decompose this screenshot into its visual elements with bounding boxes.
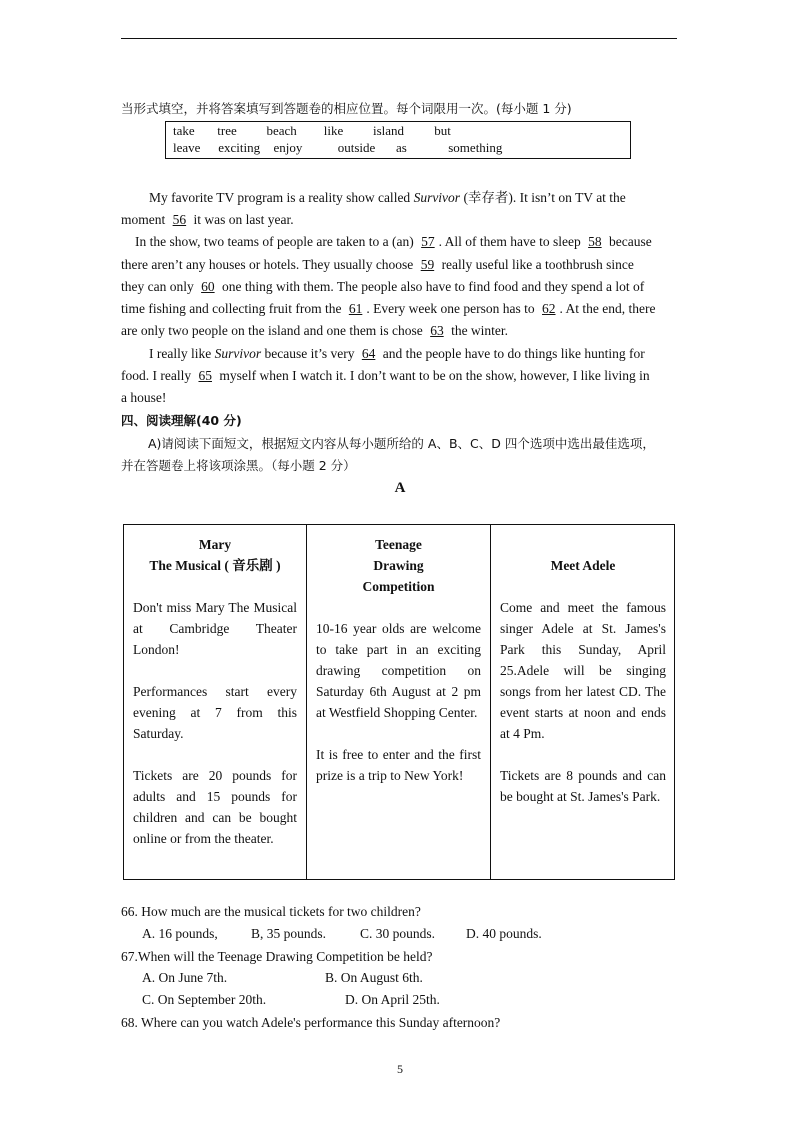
blank-65: 65 — [198, 368, 212, 383]
word-bank-item: leave — [173, 140, 201, 155]
ad-heading: Mary The Musical ( 音乐剧 ) — [149, 537, 281, 573]
word-bank-item: outside — [337, 140, 376, 155]
section-4-title: 四、阅读理解(40 分) — [121, 413, 242, 428]
word-bank-row-1 — [173, 123, 451, 139]
question-67: 67.When will the Teenage Drawing Competition be held? — [121, 949, 433, 964]
q66-option-b: B, 35 pounds. — [251, 926, 327, 941]
word-bank-item: beach — [266, 123, 297, 138]
blank-64: 64 — [361, 346, 376, 361]
word-bank-item: island — [373, 123, 405, 138]
cloze-paragraph-2-line-1: In the show, two teams of people are taken to a (an) 57 . All of them have to sleep 58 because — [135, 234, 652, 249]
word-bank-item: as — [396, 140, 407, 155]
word-bank-item: like — [323, 123, 344, 138]
q67-option-d: D. On April 25th. — [345, 992, 440, 1007]
ad-column-meet-adele — [491, 525, 675, 879]
page-number: 5 — [397, 1062, 403, 1076]
ad-heading: Meet Adele — [550, 558, 616, 573]
blank-63: 63 — [430, 323, 444, 338]
passage-label: A — [394, 480, 406, 496]
blank-56: 56 — [172, 212, 187, 227]
blank-59: 59 — [420, 257, 435, 272]
cloze-paragraph-2-line-3: they can only 60 one thing with them. The people also have to find food and they spend a lot of — [121, 279, 645, 294]
word-bank-item: but — [434, 123, 451, 138]
ads-table — [123, 524, 675, 880]
blank-57: 57 — [421, 234, 435, 249]
header-rule — [121, 38, 677, 39]
section-4-instruction-1: A)请阅读下面短文，根据短文内容从每小题所给的 A、B、C、D 四个选项中选出最佳选项， — [148, 436, 655, 451]
word-bank-item: exciting — [218, 140, 261, 155]
q67-option-a: A. On June 7th. — [142, 970, 228, 985]
ad-body: 10-16 year olds are welcome to take part in an exciting drawing competition on Saturday 6th August at 2 pm at Westfield Shopping Center. It is free to enter and the first prize is a trip to New York! — [316, 621, 481, 783]
ad-column-drawing-competition — [307, 525, 491, 879]
word-bank-box — [165, 121, 631, 159]
q67-option-b: B. On August 6th. — [325, 970, 423, 985]
ad-body: Come and meet the famous singer Adele at St. James's Park this Sunday, April 25.Adele will be singing songs from her latest CD. The event starts at noon and ends at 4 Pm. Tickets are 8 pounds and can be bought at St. James's Park. — [500, 600, 666, 804]
ad-body: Don't miss Mary The Musical at Cambridge Theater London! Performances start every evening at 7 from this Saturday. Tickets are 20 pounds for adults and 15 pounds for children and can be bought online or from the theater. — [133, 600, 297, 846]
cloze-paragraph-1-line-2: moment 56 it was on last year. — [121, 212, 294, 227]
cloze-paragraph-1-line-1: My favorite TV program is a reality show called Survivor (幸存者). It isn’t on TV at the — [149, 190, 626, 205]
cloze-paragraph-2-line-5: are only two people on the island and one them is chose 63 the winter. — [121, 323, 509, 338]
ad-heading: Teenage Drawing Competition — [362, 537, 435, 594]
word-bank-item: enjoy — [273, 140, 303, 155]
q66-option-a: A. 16 pounds, — [142, 926, 218, 941]
cloze-instruction: 当形式填空，并将答案填写到答题卷的相应位置。每个词限用一次。(每小题 1 分) — [121, 101, 572, 116]
cloze-paragraph-3-line-2: food. I really 65 myself when I watch it. I don’t want to be on the show, however, I like living in — [121, 368, 650, 383]
cloze-paragraph-3-line-1: I really like Survivor because it’s very 64 and the people have to do things like hunting for — [149, 346, 645, 361]
blank-61: 61 — [348, 301, 363, 316]
word-bank-item: take — [173, 123, 195, 138]
q66-option-c: C. 30 pounds. — [360, 926, 436, 941]
cloze-paragraph-2-line-4: time fishing and collecting fruit from the 61 . Every week one person has to 62 . At the end, there — [121, 301, 656, 316]
question-68: 68. Where can you watch Adele's performance this Sunday afternoon? — [121, 1015, 501, 1030]
blank-58: 58 — [588, 234, 602, 249]
word-bank-row-2 — [173, 140, 502, 156]
question-66: 66. How much are the musical tickets for two children? — [121, 904, 421, 919]
ad-column-mary-musical — [124, 525, 307, 879]
blank-62: 62 — [542, 301, 556, 316]
cloze-paragraph-3-line-3: a house! — [121, 390, 167, 405]
word-bank-item: tree — [217, 123, 237, 138]
blank-60: 60 — [201, 279, 215, 294]
q67-option-c: C. On September 20th. — [142, 992, 267, 1007]
section-4-instruction-2: 并在答题卷上将该项涂黑。（每小题 2 分） — [121, 458, 356, 473]
q66-option-d: D. 40 pounds. — [466, 926, 542, 941]
word-bank-item: something — [448, 140, 503, 155]
cloze-paragraph-2-line-2: there aren’t any houses or hotels. They usually choose 59 really useful like a toothbrush since — [121, 257, 634, 272]
